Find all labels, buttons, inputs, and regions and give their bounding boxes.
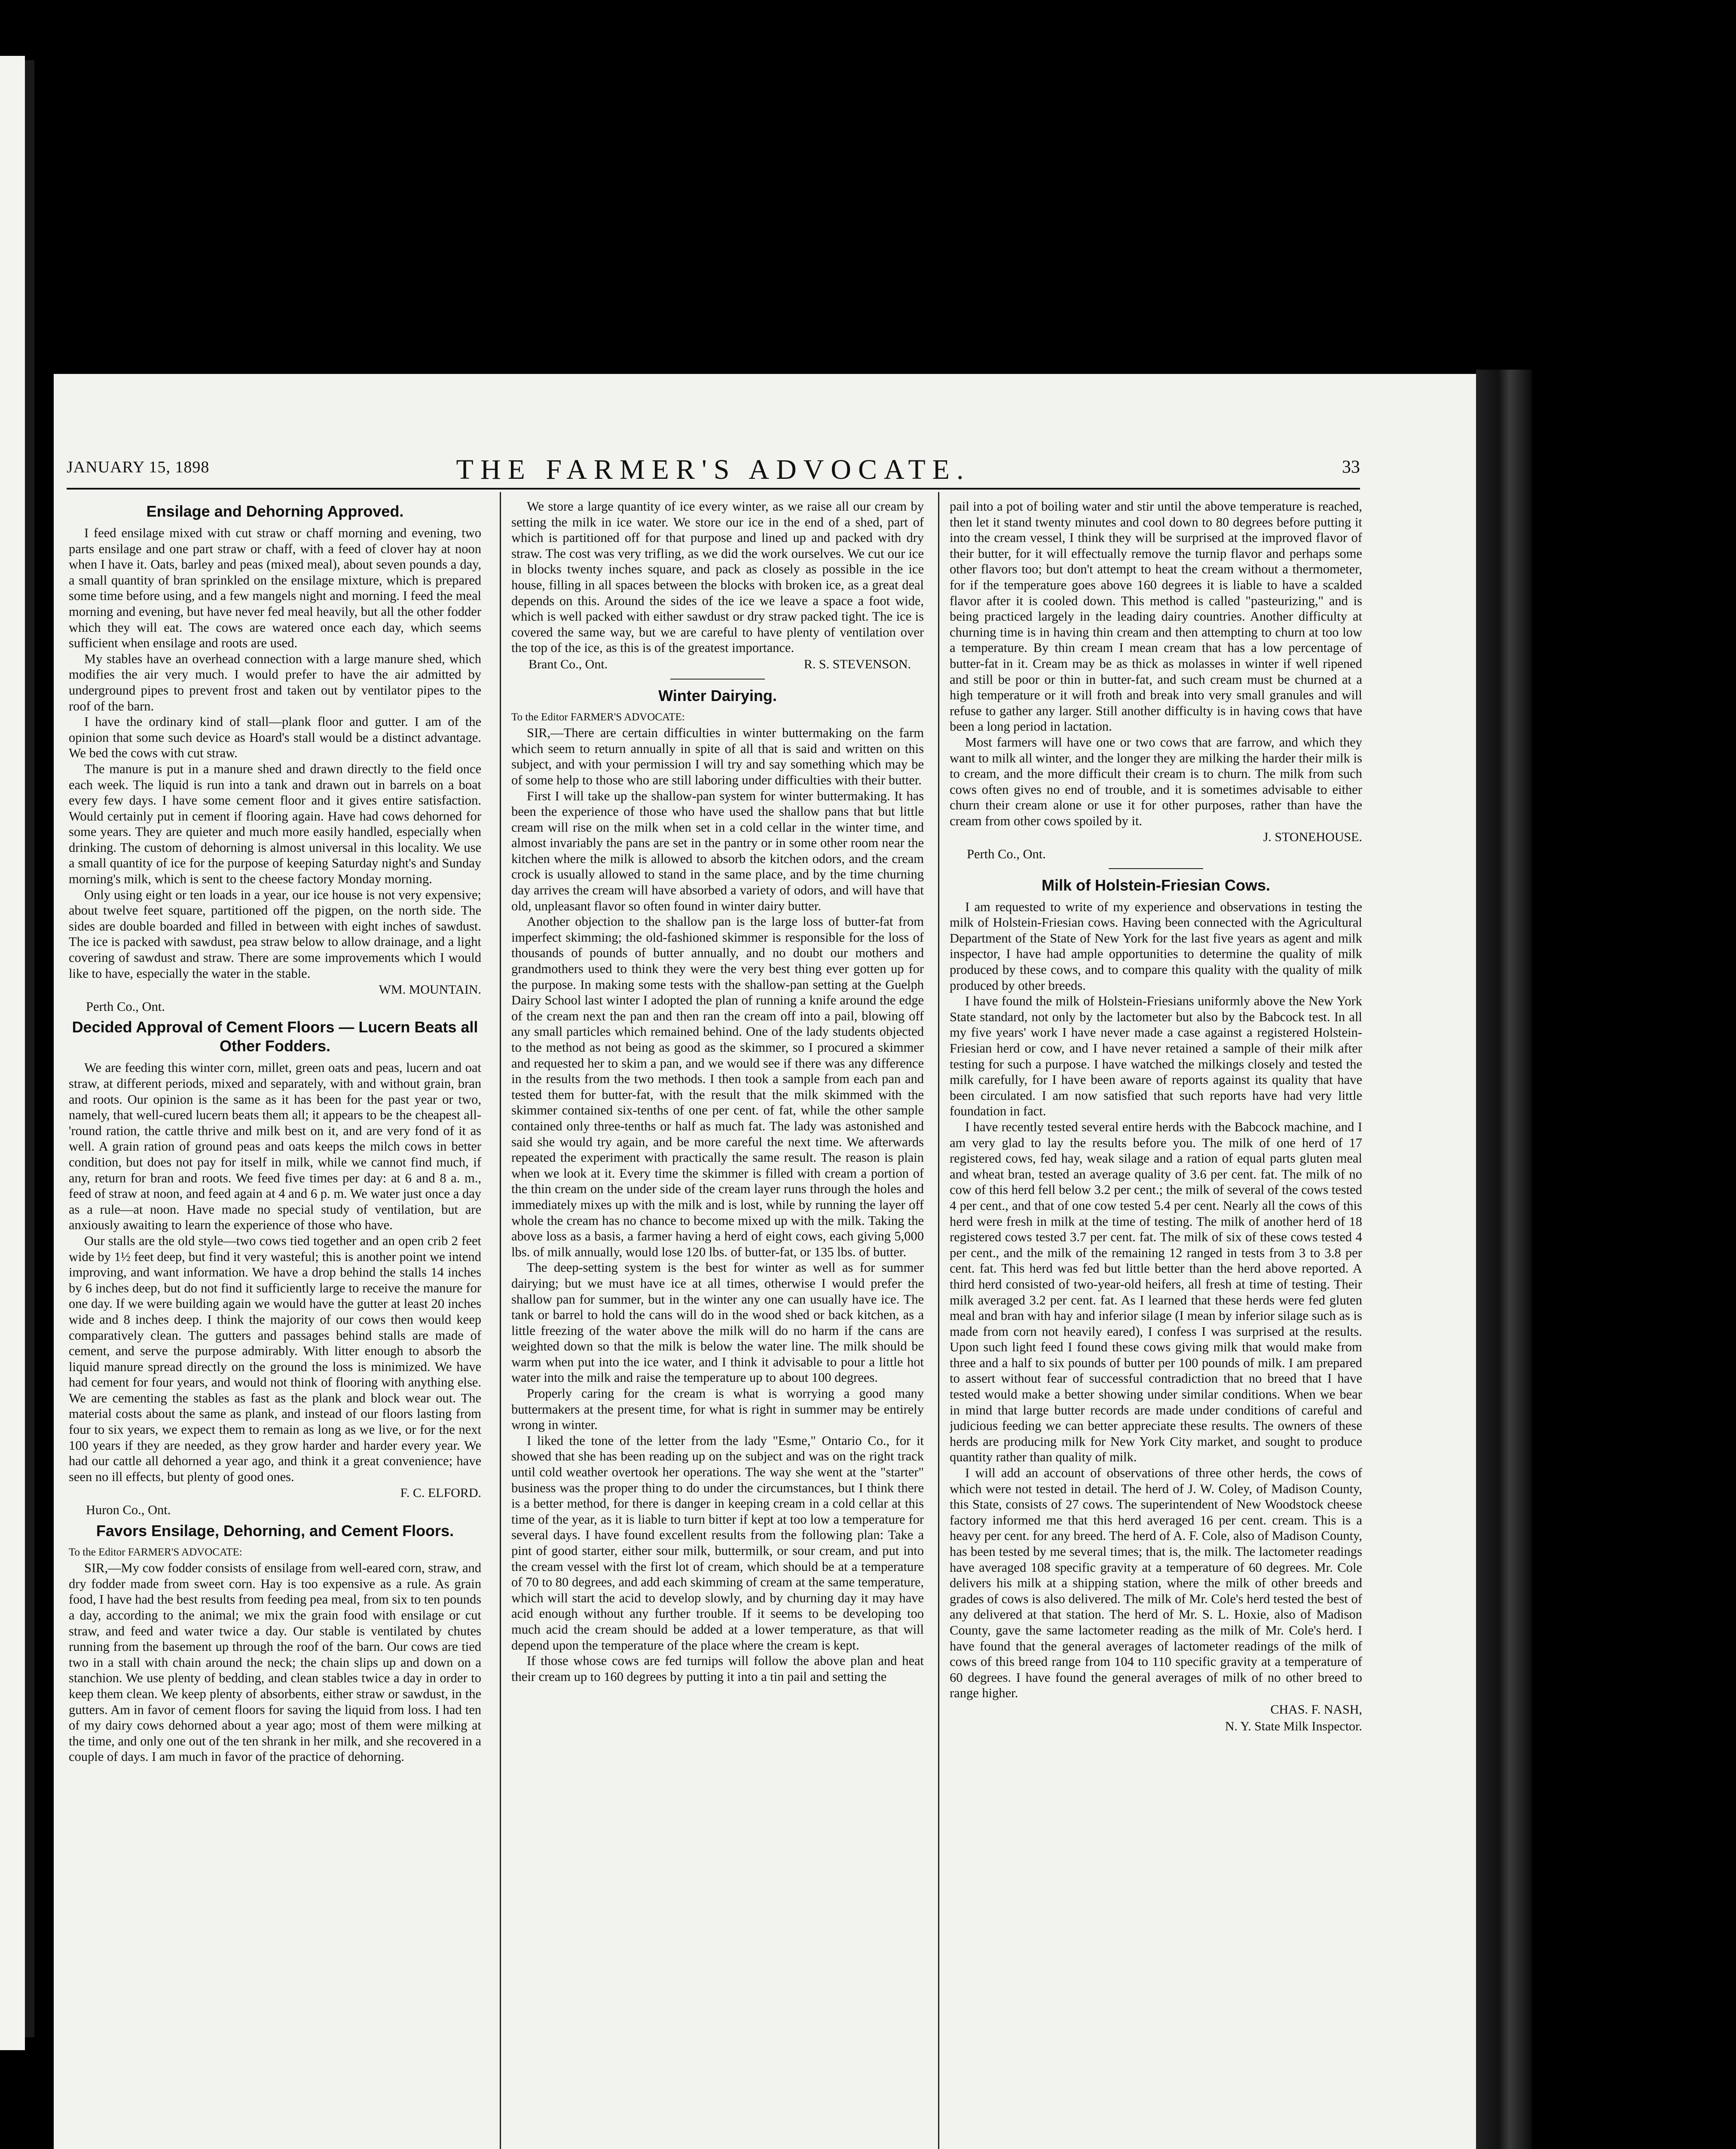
article-title: Favors Ensilage, Dehorning, and Cement Floors.	[96, 1521, 454, 1540]
author-location: Perth Co., Ont.	[86, 999, 165, 1014]
paragraph: My stables have an overhead connection with a large manure shed, which modifies the air very much. I would prefer to have the air admitted by underground pipes to prevent frost and taken out by ventilator pipes to the roof of the barn.	[69, 651, 481, 713]
paragraph: Only using eight or ten loads in a year, our ice house is not very expensive; about twelve feet square, partitioned off the pigpen, on the north side. The sides are double boarded and filled in between with eight inches of sawdust. The ice is packed with sawdust, pea straw below to allow drainage, and a light covering of sawdust and straw. There are some improvements which I would like to have, especially the water in the stable.	[69, 887, 481, 981]
editor-salutation: To the Editor FARMER'S ADVOCATE:	[69, 1546, 242, 1558]
masthead-title: THE FARMER'S ADVOCATE.	[456, 454, 971, 485]
paragraph: Our stalls are the old style—two cows tied together and an open crib 2 feet wide by 1½ feet deep, but find it very wasteful; this is another point we intend improving, and want information. We have a drop behind the stalls 14 inches by 6 inches deep, but do not find it sufficiently large to receive the manure for one day. If we were building again we would have the gutter at least 20 inches wide and 8 inches deep. I think the majority of our cows then would keep comparatively clean. The gutters and passages behind stalls are made of cement, and serve the purpose admirably. With litter enough to absorb the liquid manure spread directly on the ground the loss is minimized. We have had cement for four years, and would not think of flooring with anything else. We are cementing the stables as fast as the plank and block wear out. The material costs about the same as plank, and instead of our floors lasting from four to six years, we expect them to remain as long as we live, or for the next 100 years if they are needed, as they grow harder and harder every year. We had our cattle all dehorned a year ago, and think it a great convenience; have seen no ill effects, but plenty of good ones.	[69, 1233, 481, 1484]
editor-salutation: To the Editor FARMER'S ADVOCATE:	[511, 711, 685, 723]
column-1	[69, 499, 481, 2149]
paragraph: SIR,—My cow fodder consists of ensilage from well-eared corn, straw, and dry fodder made from sweet corn. Hay is too expensive as a rule. As grain food, I have had the best results from feeding pea meal, from six to ten pounds a day, according to the animal; we mix the grain food with ensilage or cut straw, and feed and water twice a day. Our stable is ventilated by chutes running from the basement up through the roof of the barn. Our cows are tied two in a stall with chain around the neck; the chain slips up and down on a stanchion. We use plenty of bedding, and clean stables twice a day in order to keep them clean. We keep plenty of absorbents, either straw or sawdust, in the gutters. Am in favor of cement floors for saving the liquid from loss. I had ten of my dairy cows dehorned about a year ago; most of them were milking at the time, and only one out of the ten shrank in her milk, and she recovered in a couple of days. I am much in favor of the practice of dehorning.	[69, 1561, 481, 1764]
article-title: Winter Dairying.	[658, 686, 777, 704]
header-rule	[67, 488, 1360, 490]
article-divider	[670, 679, 765, 680]
paragraph: We store a large quantity of ice every winter, as we raise all our cream by setting the milk in ice water. We store our ice in the end of a shed, part of which is partitioned off for that purpose and lined up and packed with dry straw. The cost was very trifling, as we did the work ourselves. We cut our ice in blocks twenty inches square, and pack as closely as possible in the ice house, filling in all spaces between the blocks with broken ice, as a great deal depends on this. Around the sides of the ice we leave a space a foot wide, which is well packed with either sawdust or dry straw packed tight. The ice is covered the same way, but we are careful to have plenty of ventilation over the top of the ice, as this is of the greatest importance.	[511, 499, 924, 655]
article-title: Decided Approval of Cement Floors — Lucern Beats all Other Fodders.	[72, 1018, 478, 1055]
author-signature: F. C. ELFORD.	[400, 1486, 481, 1500]
signature-line	[511, 657, 924, 673]
paragraph: We are feeding this winter corn, millet, green oats and peas, lucern and oat straw, at different periods, mixed and separately, with and without grain, bran and roots. Our opinion is the same as it has been for the past year or two, namely, that well-cured lucern beats them all; it appears to be the cheapest all-'round ration, the cattle thrive and milk best on it, and are very fond of it as well. A grain ration of ground peas and oats keeps the milch cows in better condition, but does not pay for itself in milk, while we cannot find much, if any, return for bran and roots. We feed five times per day: at 6 and 8 a. m., feed of straw at noon, and feed again at 4 and 6 p. m. We water just once a day as a rule—at noon. Have made no special study of ventilation, but are anxiously awaiting to learn the experience of those who have.	[69, 1060, 481, 1233]
paragraph: I will add an account of observations of three other herds, the cows of which were not tested in detail. The herd of J. W. Coley, of Madison County, this State, consists of 27 cows. The superintendent of New Woodstock cheese factory informed me that this herd averaged 16 per cent. cream. This is a heavy per cent. for any breed. The herd of A. F. Cole, also of Madison County, has been tested by me several times; that is, the milk. The lactometer readings have averaged 108 specific gravity at a temperature of 60 degrees. Mr. Cole delivers his milk at a shipping station, where the milk of other breeds and grades of cows is also delivered. The milk of Mr. Cole's herd tested the best of any delivered at that station. The herd of Mr. S. L. Hoxie, also of Madison County, gave the same lactometer reading as the milk of Mr. Cole's herd. I have found that the general averages of lactometer readings of the milk of cows of this breed range from 104 to 110 specific gravity at a temperature of 60 degrees. I have found the general averages of milk of no other breed to range higher.	[950, 1466, 1362, 1701]
paragraph: I feed ensilage mixed with cut straw or chaff morning and evening, two parts ensilage and one part straw or chaff, with a feed of clover hay at noon when I have it. Oats, barley and peas (mixed meal), about seven pounds a day, a small quantity of bran sprinkled on the ensilage mixture, which is prepared some time before using, and a few mangels night and morning. I feed the meal morning and evening, but have never fed meal heavily, but all the other fodder which they will eat. The cows are watered once each day, which seems sufficient when ensilage and roots are used.	[69, 526, 481, 651]
author-location: Perth Co., Ont.	[967, 847, 1046, 862]
author-location: Huron Co., Ont.	[86, 1503, 171, 1518]
paragraph: SIR,—There are certain difficulties in winter buttermaking on the farm which seem to return annually in spite of all that is said and written on this subject, and with your permission I will try and say something which may be of some help to those who are still laboring under difficulties with their butter.	[511, 726, 924, 787]
paragraph: The deep-setting system is the best for winter as well as for summer dairying; but we must have ice at all times, otherwise I would prefer the shallow pan for summer, but in the winter any one can usually have ice. The tank or barrel to hold the cans will do in the wood shed or back kitchen, as a little freezing of the water above the milk will do no harm if the cans are weighted down so that the milk is below the water line. The milk should be warm when put into the ice water, and I think it advisable to pour a little hot water into the milk and raise the temperature up to about 100 degrees.	[511, 1260, 924, 1385]
column-divider	[500, 492, 501, 2149]
paragraph: Properly caring for the cream is what is worrying a good many buttermakers at the present time, for what is right in summer may be entirely wrong in winter.	[511, 1386, 924, 1433]
author-signature: WM. MOUNTAIN.	[379, 983, 481, 997]
binding-gutter	[25, 60, 34, 2037]
author-location: Brant Co., Ont.	[529, 657, 608, 671]
page-number: 33	[1342, 457, 1360, 477]
paragraph: pail into a pot of boiling water and stir until the above temperature is reached, then let it stand twenty minutes and cool down to 80 degrees before putting it into the cream vessel, I think they will be surprised at the improved flavor of their butter, for it will effectually remove the turnip flavor and perhaps some other flavors too; but don't attempt to heat the cream without a thermometer, for if the temperature goes above 160 degrees it is liable to have a scalded flavor after it is cooled down. This method is called "pasteurizing," and is being practiced largely in the leading dairy countries. Another difficulty at churning time is in having thin cream and then attempting to churn at too low a temperature. By thin cream I mean cream that has a low percentage of butter-fat in it. Cream may be as thick as molasses in winter if well ripened and still be poor or thin in butter-fat, and such cream must be churned at a high temperature or it will froth and break into very small granules and will refuse to gather any larger. Still another difficulty is in having cows that have been a long period in lactation.	[950, 499, 1362, 734]
article-divider	[1109, 868, 1203, 869]
page-header	[67, 453, 1360, 484]
paragraph: I have found the milk of Holstein-Friesians uniformly above the New York State standard, not only by the lactometer but also by the Babcock test. In all my five years' work I have never made a case against a registered Holstein-Friesian herd or cow, and I have never retained a sample of their milk after testing for such a purpose. I have watched the milkings closely and tested the milk carefully, for I have been aware of reports against its quality that have been circulated. I am now satisfied that such reports have had very little foundation in fact.	[950, 994, 1362, 1119]
paragraph: Another objection to the shallow pan is the large loss of butter-fat from imperfect skimming; the old-fashioned skimmer is responsible for the loss of thousands of pounds of butter annually, and no doubt our mothers and grandmothers used to think they were the very best thing ever gotten up for the purpose. In making some tests with the shallow-pan setting at the Guelph Dairy School last winter I adopted the plan of running a knife around the edge of the cream next the pan and then ran the cream off into a pail, blowing off any small particles which remained behind. One of the lady students objected to the method as not being as good as the skimmer, so I procured a skimmer and requested her to skim a pan, and we would see if there was any difference in the results from the two methods. I then took a sample from each pan and tested them for butter-fat, with the result that the milk skimmed with the skimmer contained six-tenths of one per cent. of fat, while the other sample contained only three-tenths or half as much fat. The lady was astonished and said she would try again, and be more careful the next time. We afterwards repeated the experiment with practically the same result. The reason is plain when we look at it. Every time the skimmer is filled with cream a portion of the thin cream on the under side of the cream layer runs through the holes and immediately mixes up with the milk and is lost, while by running the layer off whole the cream has no chance to become mixed up with the milk. Taking the above loss as a basis, a farmer having a herd of eight cows, each giving 5,000 lbs. of milk annually, would lose 120 lbs. of butter-fat, or 135 lbs. of butter.	[511, 914, 924, 1259]
column-divider	[938, 492, 939, 2149]
author-signature: J. STONEHOUSE.	[1263, 830, 1362, 845]
book-binding-edge	[1476, 370, 1532, 2149]
paragraph: Most farmers will have one or two cows that are farrow, and which they want to milk all winter, and the longer they are milking the harder their milk is to cream, and the more difficult their cream is to churn. The milk from such cows often gives no end of trouble, and it is sometimes advisable to either churn their cream alone or use it for other purposes, rather than have the cream from other cows spoiled by it.	[950, 735, 1362, 828]
adjacent-page-edge	[0, 56, 25, 2050]
article-title: Milk of Holstein-Friesian Cows.	[1041, 876, 1271, 894]
author-signature: CHAS. F. NASH,	[1270, 1702, 1362, 1717]
author-title: N. Y. State Milk Inspector.	[1225, 1719, 1362, 1733]
header-date: JANUARY 15, 1898	[67, 458, 210, 476]
paragraph: I have the ordinary kind of stall—plank floor and gutter. I am of the opinion that some such device as Hoard's stall would be a distinct advantage. We bed the cows with cut straw.	[69, 714, 481, 761]
paragraph: I have recently tested several entire herds with the Babcock machine, and I am very glad to lay the results before you. The milk of one herd of 17 registered cows, fed hay, weak silage and a ration of equal parts gluten meal and wheat bran, tested an average quality of 3.6 per cent. fat. The milk of no cow of this herd fell below 3.2 per cent.; the milk of several of the cows tested 4 per cent., and that of one cow tested 5.4 per cent. Nearly all the cows of this herd were fresh in milk at the time of testing. The milk of another herd of 18 registered cows tested 3.7 per cent. fat. The milk of six of these cows tested 4 per cent., and the milk of the remaining 12 ranged in tests from 3 to 3.8 per cent. fat. This herd was fed but little better than the herd above reported. A third herd consisted of two-year-old heifers, all fresh at time of testing. Their milk averaged 3.2 per cent. fat. As I learned that these herds were fed gluten meal and bran with hay and inferior silage (I mean by inferior silage such as is made from corn not heavily eared), I confess I was surprised at the results. Upon such light feed I found these cows giving milk that would make from three and a half to six pounds of butter per 100 pounds of milk. I am prepared to assert without fear of successful contradiction that no breed that I have tested would make a better showing under similar conditions. When we bear in mind that large butter records are made under conditions of careful and judicious feeding we can better appreciate these results. The owners of these herds are producing milk for New York City market, and sought to produce quantity rather than quality of milk.	[950, 1119, 1362, 1465]
paragraph: I liked the tone of the letter from the lady "Esme," Ontario Co., for it showed that she has been reading up on the subject and was on the right track until cold weather overtook her operations. The way she went at the "starter" business was the proper thing to do under the circumstances, but I think there is a better method, for there is danger in keeping cream in a cold cellar at this time of the year, as it is liable to turn bitter if kept at too low a temperature for several days. I have found excellent results from the following plan: Take a pint of good starter, either sour milk, buttermilk, or sour cream, and put into the cream vessel with the first lot of cream, which should be at a temperature of 70 to 80 degrees, and add each skimming of cream at the same temperature, which will start the acid to develop slowly, and by churning day it may have acid enough without any further trouble. If it seems to be developing too much acid the cream should be added at a lower temperature, as that will depend upon the temperature of the place where the cream is kept.	[511, 1433, 924, 1653]
column-2	[511, 499, 924, 2149]
paragraph: The manure is put in a manure shed and drawn directly to the field once each week. The liquid is run into a tank and drawn out in barrels on a boat every few days. I have some cement floor and it gives entire satisfaction. Would certainly put in cement if flooring again. Have had cows dehorned for some years. They are quieter and much more easily handled, especially when drinking. The custom of dehorning is almost universal in this locality. We use a small quantity of ice for the purpose of keeping Saturday night's and Sunday morning's milk, which is sent to the cheese factory Monday morning.	[69, 761, 481, 887]
paragraph: If those whose cows are fed turnips will follow the above plan and heat their cream up to 160 degrees by putting it into a tin pail and setting the	[511, 1653, 924, 1684]
article-title: Ensilage and Dehorning Approved.	[146, 502, 404, 520]
paragraph: I am requested to write of my experience and observations in testing the milk of Holstein-Friesian cows. Having been connected with the Agricultural Department of the State of New York for the last five years as agent and milk inspector, I have had ample opportunities to determine the quality of milk produced by these cows, and to compare this quality with the quality of milk produced by other breeds.	[950, 899, 1362, 993]
column-3	[950, 499, 1362, 2149]
author-signature: R. S. STEVENSON.	[804, 657, 911, 671]
paragraph: First I will take up the shallow-pan system for winter buttermaking. It has been the experience of those who have used the shallow pans that but little cream will rise on the milk when set in a cold cellar in the winter time, and almost invariably the pans are set in the pantry or in some other room near the kitchen where the milk is allowed to absorb the kitchen odors, and the cream crock is usually allowed to stand in the same place, and by the time churning day arrives the cream will have absorbed a variety of odors, and will have that old, unpleasant flavor so often found in winter dairy butter.	[511, 788, 924, 913]
